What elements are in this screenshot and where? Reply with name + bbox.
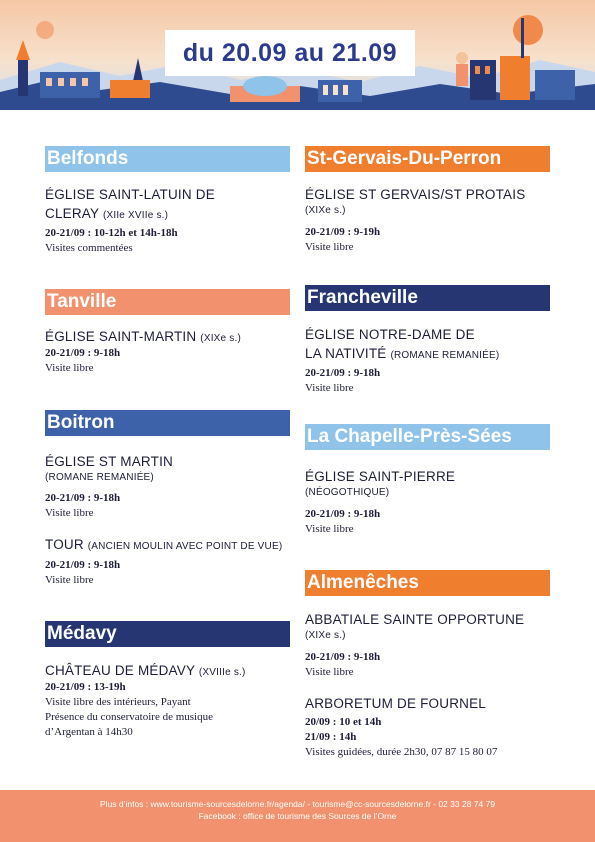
venue-period: (XIXe s.): [200, 333, 241, 344]
opening-hours: 21/09 : 14h: [305, 731, 357, 743]
visit-note: Visite libre: [45, 507, 94, 519]
visit-note: Visite libre: [45, 362, 94, 374]
opening-hours: 20-21/09 : 9-18h: [45, 347, 121, 359]
venue-name: ABBATIALE SAINTE OPPORTUNE: [305, 612, 525, 627]
venue-name-cont: [305, 344, 550, 363]
venue-name: ÉGLISE NOTRE-DAME DE: [305, 327, 475, 342]
event-dates: du 20.09 au 21.09: [165, 30, 415, 76]
town-title: Francheville: [305, 285, 550, 311]
venue-name: ÉGLISE SAINT-MARTIN: [45, 329, 197, 344]
visit-note: Visite libre des intérieurs, Payant: [45, 696, 191, 708]
opening-hours: 20/09 : 10 et 14h: [305, 716, 382, 728]
header-illustration: [0, 0, 595, 110]
venue-line: [45, 535, 290, 554]
venue-line: [45, 661, 290, 680]
town-title: St-Gervais-Du-Perron: [305, 146, 550, 172]
section-medavy: [45, 621, 290, 740]
venue-name: ÉGLISE ST MARTIN: [45, 454, 173, 469]
venue-period: (XIXe s.): [305, 630, 346, 641]
section-boitron: [45, 410, 290, 588]
venue-name: ÉGLISE SAINT-PIERRE: [305, 469, 456, 484]
venue-period: (ANCIEN MOULIN AVEC POINT DE VUE): [87, 541, 283, 552]
venue-period: (ROMANE REMANIÉE): [45, 472, 154, 483]
venue-name-cont: [45, 204, 290, 223]
visit-note: Visite libre: [305, 666, 354, 678]
venue-name-line: LA NATIVITÉ: [305, 346, 387, 361]
opening-hours: 20-21/09 : 9-18h: [305, 508, 381, 520]
venue-period: (XVIIIe s.): [198, 667, 246, 678]
visit-note: Visites guidées, durée 2h30, 07 87 15 80 07: [305, 746, 498, 758]
opening-hours: 20-21/09 : 9-18h: [305, 367, 381, 379]
venue-name: CHÂTEAU DE MÉDAVY: [45, 663, 195, 678]
visit-note: Visite libre: [305, 523, 354, 535]
visit-note: Visites commentées: [45, 242, 133, 254]
footer-contact-line: Plus d’infos : www.tourisme-sourcesdelorne.fr/agenda/ - tourisme@cc-sourcesdelorne.fr - 02 33 28 74 79: [99, 799, 496, 809]
venue-name: ARBORETUM DE FOURNEL: [305, 696, 487, 711]
town-title: Belfonds: [45, 146, 290, 172]
venue-period: (XIXe s.): [305, 205, 346, 216]
section-belfonds: [45, 146, 290, 256]
footer-facebook-line: Facebook : office de tourisme des Sources de l’Orne: [198, 811, 397, 821]
visit-note: Visite libre: [305, 382, 354, 394]
visit-note: Présence du conservatoire de musique: [45, 711, 213, 723]
opening-hours: 20-21/09 : 9-18h: [305, 651, 381, 663]
venue-period: (ROMANE REMANIÉE): [390, 350, 500, 361]
venue-name: ÉGLISE ST GERVAIS/ST PROTAIS: [305, 187, 526, 202]
section-almeneches: [305, 570, 550, 760]
visit-note: Visite libre: [305, 241, 354, 253]
opening-hours: 20-21/09 : 13-19h: [45, 681, 126, 693]
venue-period: (NÉOGOTHIQUE): [305, 487, 390, 498]
opening-hours: 20-21/09 : 10-12h et 14h-18h: [45, 227, 178, 239]
visit-note: Visite libre: [45, 574, 94, 586]
town-title: Médavy: [45, 621, 290, 647]
town-title: Tanville: [45, 289, 290, 315]
venue-period: (XIIe XVIIe s.): [102, 210, 169, 221]
opening-hours: 20-21/09 : 9-18h: [45, 492, 121, 504]
section-tanville: [45, 289, 290, 376]
venue-name: TOUR: [45, 537, 84, 552]
section-st-gervais: [305, 146, 550, 255]
opening-hours: 20-21/09 : 9-18h: [45, 559, 121, 571]
town-title: Boitron: [45, 410, 290, 436]
footer: [0, 790, 595, 842]
venue-name: ÉGLISE SAINT-LATUIN DE: [45, 187, 215, 202]
venue-name-line: CLERAY: [45, 206, 99, 221]
town-title: Almenêches: [305, 570, 550, 596]
section-francheville: [305, 285, 550, 396]
venue-line: [45, 327, 290, 346]
visit-note: d’Argentan à 14h30: [45, 726, 133, 738]
town-title: La Chapelle-Près-Sées: [305, 424, 550, 450]
section-la-chapelle: [305, 424, 550, 537]
opening-hours: 20-21/09 : 9-19h: [305, 226, 381, 238]
